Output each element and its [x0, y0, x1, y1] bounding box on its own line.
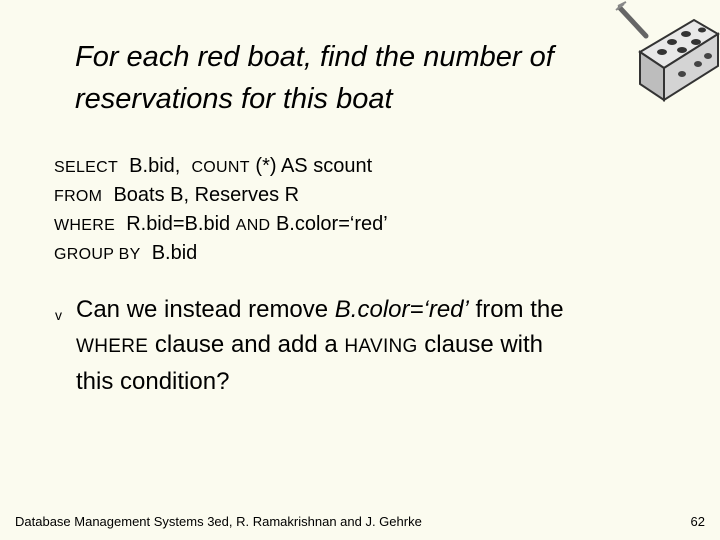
- bullet-marker: v: [55, 307, 62, 323]
- join-condition: R.bid=B.bid: [126, 213, 231, 235]
- color-condition: B.color=‘red’: [275, 213, 388, 235]
- title-line-2: reservations for this boat: [75, 83, 393, 115]
- keyword-select: SELECT: [54, 159, 119, 176]
- keyword-group-by: GROUP BY: [54, 246, 141, 263]
- query-line-select: [54, 152, 388, 181]
- keyword-count: COUNT: [191, 159, 250, 176]
- query-line-from: [54, 181, 388, 210]
- keyword-and: AND: [235, 217, 271, 234]
- bullet-text: [76, 292, 656, 399]
- bullet-text-part: clause with: [417, 331, 544, 358]
- query-line-group-by: [54, 239, 388, 268]
- keyword-having-inline: HAVING: [344, 336, 418, 357]
- keyword-where-inline: WHERE: [76, 336, 149, 357]
- from-list: Boats B, Reserves R: [113, 184, 300, 206]
- bullet-text-part: from the: [468, 296, 564, 323]
- keyword-from: FROM: [54, 188, 103, 205]
- keyword-where: WHERE: [54, 217, 116, 234]
- select-list: B.bid,: [129, 155, 181, 177]
- bullet-line-3: this condition?: [76, 368, 230, 395]
- bullet-text-part: clause and add a: [148, 331, 345, 358]
- slide-title: [75, 36, 685, 120]
- sql-query: [54, 152, 388, 268]
- footer-credits: Database Management Systems 3ed, R. Ramakrishnan and J. Gehrke: [15, 514, 422, 529]
- bullet-text-part: Can we instead remove: [76, 296, 335, 323]
- bullet-italic-condition: B.color=‘red’: [334, 296, 469, 323]
- title-line-1: For each red boat, find the number of: [75, 41, 554, 73]
- group-by-list: B.bid: [151, 242, 198, 264]
- bullet-line-2: [76, 327, 656, 364]
- bullet-line-1: [76, 292, 656, 327]
- page-number: 62: [690, 514, 705, 529]
- count-expression: (*) AS scount: [255, 155, 373, 177]
- query-line-where: [54, 210, 388, 239]
